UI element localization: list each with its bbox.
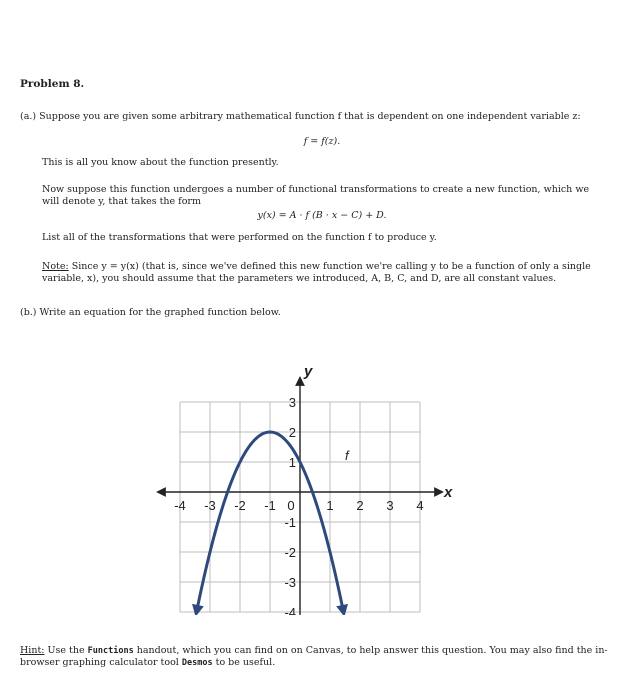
hint-text-middle: handout, which you can find on on Canvas, to help answer this question. You may also find the in-browser graphing calculator tool [20,645,608,668]
x-tick-label: 3 [386,498,394,513]
x-tick-label: -1 [264,498,276,513]
part-a-label: (a.) [20,111,37,122]
part-b-label: (b.) [20,307,37,318]
curve-label-f: f [345,448,349,463]
equation-f: f = f(z). [303,136,341,147]
part-a-intro-text: Suppose you are given some arbitrary mathematical function f that is dependent on one independent variable z: [39,111,581,122]
function-graph [150,340,490,615]
axes [158,378,442,615]
hint-text-after: to be useful. [215,656,276,668]
hint-text-before: Use the [47,645,85,656]
x-tick-label: 1 [326,498,334,513]
note-text: Since y = y(x) (that is, since we've defined this new function we're calling y to be a function of only a single variable, x), you should assume that the parameters we introduced, A, B, C, and D, are all constant values. [42,261,591,284]
y-tick-label: -4 [284,605,296,615]
part-b-task-text: Write an equation for the graphed function below. [39,307,281,318]
hint-tool-name: Desmos [181,657,213,668]
y-tick-label: 1 [288,455,296,470]
y-tick-label: -1 [284,515,296,530]
problem-title: Problem 8. [20,78,85,90]
y-axis-label: y [304,363,313,380]
x-tick-label: 0 [287,498,295,513]
x-tick-label: 4 [416,498,424,513]
x-tick-label: 2 [356,498,364,513]
hint [20,645,620,669]
y-tick-label: 3 [288,395,296,410]
x-tick-label: -2 [234,498,246,513]
known-text: This is all you know about the function presently. [42,157,279,168]
equation-y: y(x) = A · f (B · x − C) + D. [257,210,387,221]
tick-labels [174,363,453,615]
part-b-task [20,307,281,319]
y-tick-label: -3 [284,575,296,590]
graph-svg [150,340,490,615]
y-tick-label: -2 [284,545,296,560]
transform-text: Now suppose this function undergoes a number of functional transformations to create a new function, which we will denote y, that takes the form [42,184,590,207]
note-label: Note: [42,261,69,272]
hint-handout-name: Functions [87,646,134,656]
x-tick-label: -3 [204,498,216,513]
part-a-intro [20,111,620,123]
x-axis-label: x [444,484,453,501]
note [42,261,602,285]
hint-label: Hint: [20,645,45,656]
y-tick-label: 2 [288,425,296,440]
task-text: List all of the transformations that were performed on the function f to produce y. [42,232,437,243]
x-tick-label: -4 [174,498,186,513]
